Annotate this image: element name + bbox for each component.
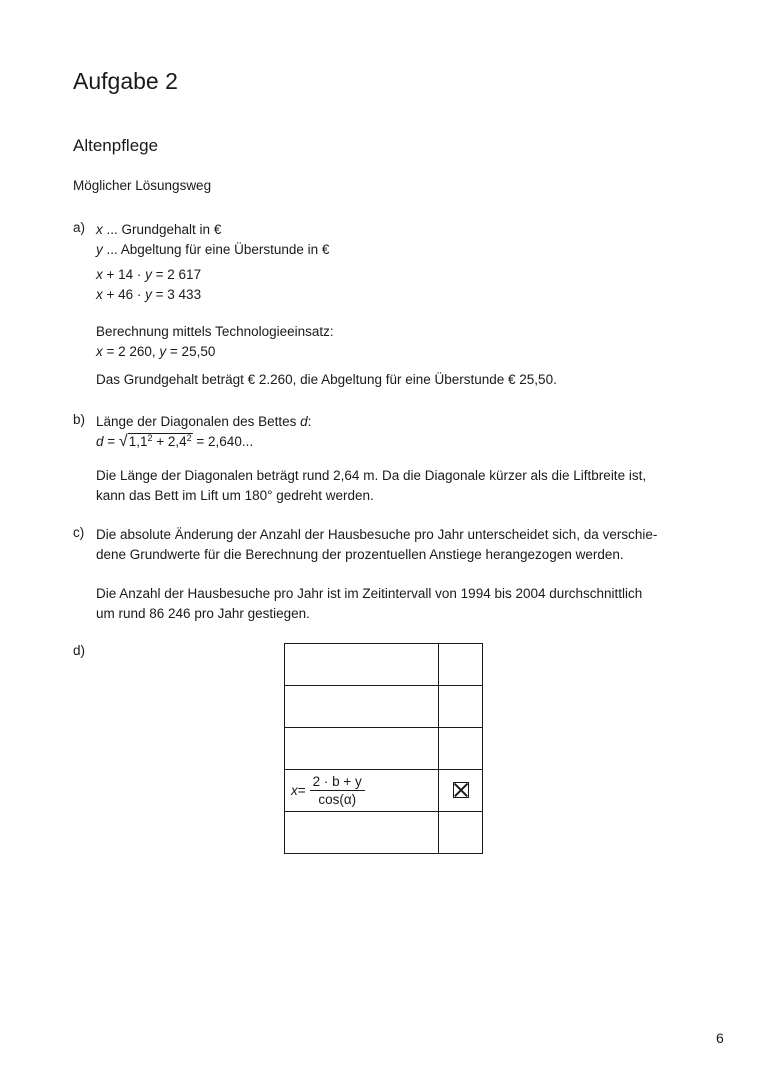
part-a-definitions (96, 220, 716, 260)
part-d-label: d) (73, 643, 86, 658)
part-b-answer: Die Länge der Diagonalen beträgt rund 2,64 m. Da die Diagonale kürzer als die Liftbreite ist, kann das Bett im Lift um 180° gedreht werden. (96, 468, 647, 503)
choice-checkbox[interactable] (439, 728, 483, 770)
diagonal-equation: $d = √1,1^2 + 2,4^2 = 2,640$... (96, 433, 254, 450)
checked-box-icon (453, 782, 469, 798)
equation-1: x + 14 · y = 2 617 (96, 267, 202, 282)
equation-system (96, 265, 716, 305)
page-title: Aufgabe 2 (73, 68, 178, 94)
section-title: Altenpflege (73, 136, 159, 155)
part-c-paragraph-1: Die absolute Änderung der Anzahl der Hausbesuche pro Jahr unterscheidet sich, da verschie- dene Grundwerte für die Berechnung der prozentuellen Anstiege herangezogen werden. (96, 527, 658, 562)
choice-option (285, 686, 439, 728)
part-b-label: b) (73, 412, 86, 427)
choice-row (285, 644, 483, 686)
part-b-block (96, 412, 716, 452)
choice-checkbox[interactable] (439, 644, 483, 686)
fraction-denominator: cos(α) (318, 792, 357, 807)
definition-y: y ... Abgeltung für eine Überstunde in € (96, 242, 330, 257)
choice-option (285, 644, 439, 686)
definition-x: x ... Grundgehalt in € (96, 222, 222, 237)
choice-option (285, 812, 439, 854)
page-number: 6 (716, 1030, 724, 1046)
choice-row (285, 686, 483, 728)
part-b-intro: Länge der Diagonalen des Bettes d: (96, 414, 312, 429)
choice-row (285, 812, 483, 854)
choice-option-formula (285, 770, 439, 812)
choice-checkbox[interactable] (439, 812, 483, 854)
choice-option (285, 728, 439, 770)
formula: x = $\frac{2 \cdot b + y}{\cos(\alpha)}$ (285, 774, 438, 807)
choice-checkbox-checked[interactable] (439, 770, 483, 812)
calculation-text: Berechnung mittels Technologieeinsatz: (96, 324, 334, 339)
calculation-result: x = 2 260, y = 25,50 (96, 344, 216, 359)
choice-row (285, 728, 483, 770)
part-a-label: a) (73, 220, 86, 235)
multiple-choice-table (284, 643, 483, 854)
equation-2: x + 46 · y = 3 433 (96, 287, 202, 302)
choice-row-selected (285, 770, 483, 812)
part-c-label: c) (73, 525, 85, 540)
choice-checkbox[interactable] (439, 686, 483, 728)
part-a-answer: Das Grundgehalt beträgt € 2.260, die Abgeltung für eine Überstunde € 25,50. (96, 372, 557, 387)
calculation-block (96, 322, 716, 362)
part-c-paragraph-2: Die Anzahl der Hausbesuche pro Jahr ist im Zeitintervall von 1994 bis 2004 durchschnittlich um rund 86 246 pro Jahr gestiegen. (96, 586, 643, 621)
solution-subheading: Möglicher Lösungsweg (73, 178, 212, 193)
square-root: $√1,1^2 + 2,4^2$ (118, 433, 192, 450)
fraction (310, 774, 365, 807)
fraction-numerator: 2 · b + y (310, 774, 365, 791)
